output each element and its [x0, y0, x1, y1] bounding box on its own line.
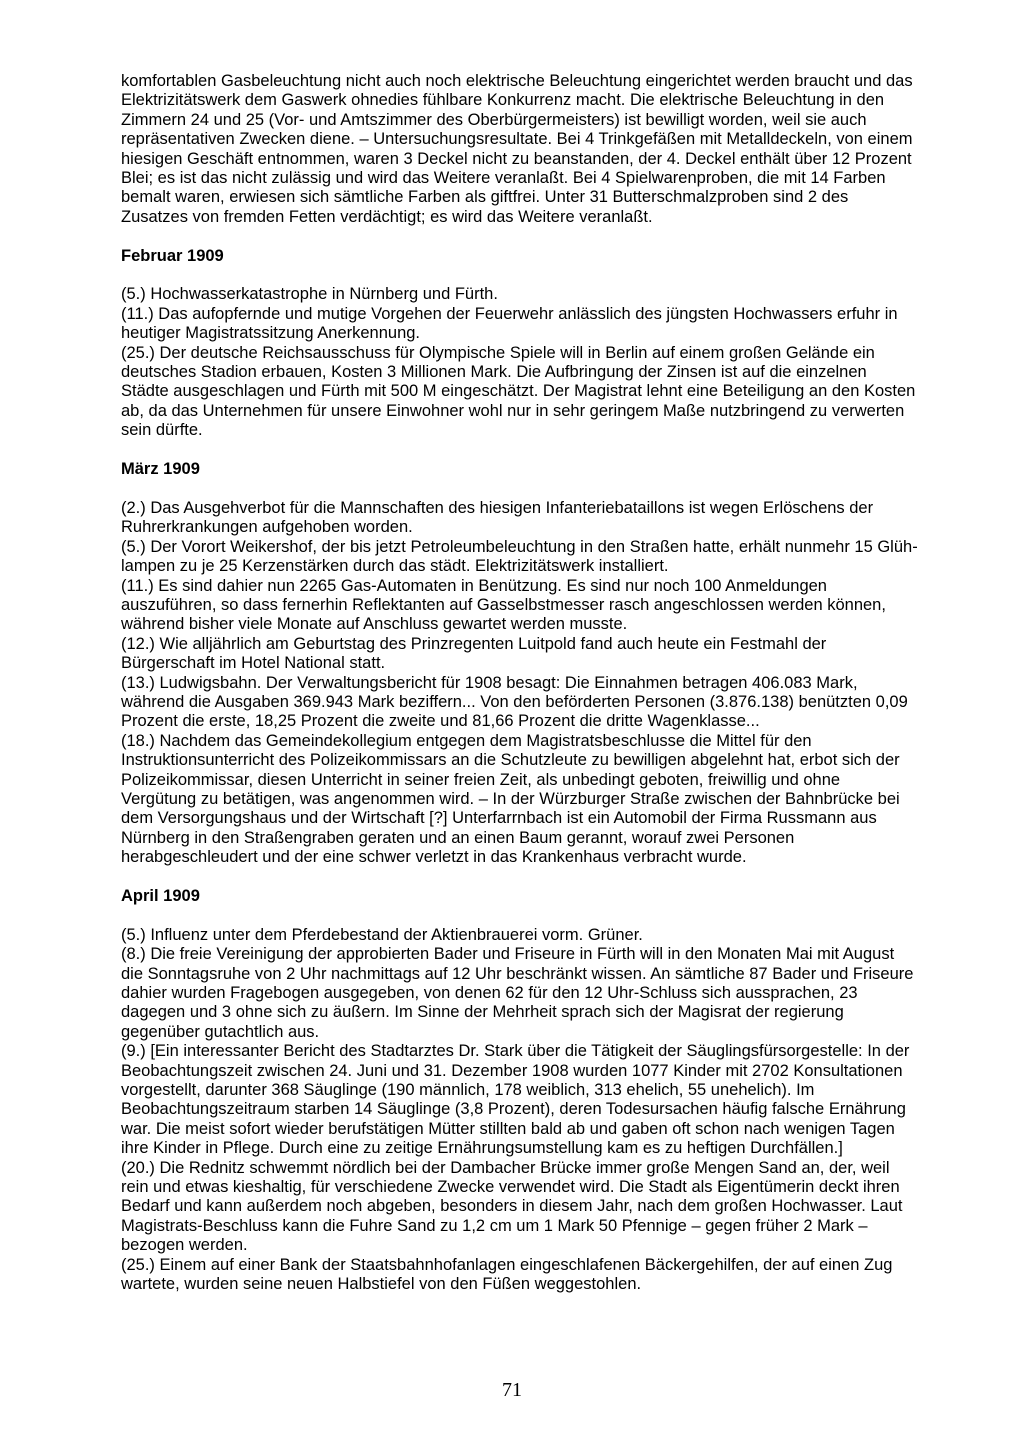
page-number: 71 [502, 1379, 522, 1401]
entry-paragraph: (2.) Das Ausgehverbot für die Mannschaften des hiesigen Infanteriebataillons ist wegen Erlöschens der Ruhrerkrankungen aufgehoben worden. [121, 498, 874, 537]
document-content [121, 72, 918, 1295]
section-heading-maerz: März 1909 [121, 460, 200, 479]
section-maerz-1909 [121, 460, 918, 868]
section-heading-februar: Februar 1909 [121, 246, 224, 265]
entry-paragraph: (12.) Wie alljährlich am Geburtstag des Prinzregenten Luitpold fand auch heute ein Festmahl der Bürgerschaft im Hotel National statt. [121, 634, 827, 673]
entry-paragraph: (9.) [Ein interessanter Bericht des Stadtarztes Dr. Stark über die Tätigkeit der Säuglingsfürsorgestelle: In der Beobachtungszeit zwischen 24. Juni und 31. Dezember 1908 wurden 1077 Kinder mit 2702 Konsultationen vorgestellt, darunter 368 Säuglinge (190 männlich, 178 weiblich, 313 ehelich, 55 unehelich). Im Beobachtungszeitraum starben 14 Säuglinge (3,8 Prozent), deren Todesursachen häufig falsche Ernährung war. Die meist sofort wieder berufstätigen Mütter stillten bald ab und gaben oft schon nach wenigen Tagen ihre Kinder in Pflege. Durch eine zu zeitige Ernährungsumstellung kam es zu heftigen Durchfällen.] [121, 1042, 910, 1158]
intro-paragraph: komfortablen Gasbeleuchtung nicht auch noch elektrische Beleuchtung eingerichtet werden braucht und das Elektrizitätswerk dem Gaswerk ohnedies fühlbare Konkurrenz macht. Die elektrische Beleuchtung in den Zimmern 24 und 25 (Vor- und Amtszimmer des Oberbürgermeisters) ist bewilligt worden, weil sie auch repräsentativen Zwecken diene. – Untersuchungsresultate. Bei 4 Trinkgefäßen mit Metalldeckeln, von einem hiesigen Geschäft entnommen, waren 3 Deckel nicht zu beanstanden, der 4. Deckel enthält über 12 Prozent Blei; es ist das nicht zulässig und wird das Weitere veranlaßt. Bei 4 Spielwarenproben, die mit 14 Farben bemalt waren, erwiesen sich sämtliche Farben als giftfrei. Unter 31 Butterschmalzproben sind 2 des Zusatzes von fremden Fetten verdächtigt; es wird das Weitere veranlaßt. [121, 72, 913, 226]
entry-paragraph: (5.) Der Vorort Weikershof, der bis jetzt Petroleumbeleuchtung in den Straßen hatte, erhält nunmehr 15 Glüh-lampen zu je 25 Kerzenstärken durch das städt. Elektrizitätswerk installiert. [121, 537, 918, 576]
entry-paragraph: (11.) Es sind dahier nun 2265 Gas-Automaten in Benützung. Es sind nur noch 100 Anmeldungen auszuführen, so dass fernerhin Reflektanten auf Gasselbstmesser rasch angeschlossen werden können, während bisher viele Monate auf Anschluss gewartet werden musste. [121, 576, 886, 634]
entry-paragraph: (13.) Ludwigsbahn. Der Verwaltungsbericht für 1908 besagt: Die Einnahmen betragen 406.083 Mark, während die Ausgaben 369.943 Mark beziffern... Von den beförderten Personen (3.876.138) benützten 0,09 Prozent die erste, 18,25 Prozent die zweite und 81,66 Prozent die dritte Wagenklasse... [121, 673, 908, 731]
entry-paragraph: (18.) Nachdem das Gemeindekollegium entgegen dem Magistratsbeschlusse die Mittel für den Instruktionsunterricht des Polizeikommissars an die Schutzleute zu bewilligen abgelehnt hat, erbot sich der Polizeikommissar, diesen Unterricht in seiner freien Zeit, als unbedingt geboten, freiwillig und ohne Vergütung zu betätigen, was angenommen wird. – In der Würzburger Straße zwischen der Bahnbrücke bei dem Versorgungshaus und der Wirtschaft [?] Unterfarrnbach ist ein Automobil der Firma Russmann aus Nürnberg in den Straßengraben geraten und an einen Baum gerannt, worauf zwei Personen herabgeschleudert und der eine schwer verletzt in das Krankenhaus verbracht wurde. [121, 731, 900, 867]
section-april-1909 [121, 887, 918, 1295]
entry-paragraph: (5.) Hochwasserkatastrophe in Nürnberg und Fürth. [121, 285, 498, 304]
entry-paragraph: (25.) Einem auf einer Bank der Staatsbahnhofanlagen eingeschlafenen Bäckergehilfen, der auf einen Zug wartete, wurden seine neuen Halbstiefel von den Füßen weggestohlen. [121, 1255, 893, 1294]
entry-paragraph: (25.) Der deutsche Reichsausschuss für Olympische Spiele will in Berlin auf einem großen Gelände ein deutsches Stadion erbauen, Kosten 3 Millionen Mark. Die Aufbringung der Zinsen ist auf die einzelnen Städte ausgeschlagen und Fürth mit 500 M eingeschätzt. Der Magistrat lehnt eine Beteiligung an den Kosten ab, da das Unternehmen für unsere Einwohner wohl nur in sehr geringem Maße nutzbringend zu verwerten sein dürfte. [121, 343, 916, 440]
section-februar-1909 [121, 247, 918, 441]
entry-paragraph: (8.) Die freie Vereinigung der approbierten Bader und Friseure in Fürth will in den Monaten Mai mit August die Sonntagsruhe von 2 Uhr nachmittags auf 12 Uhr beschränkt wissen. An sämtliche 87 Bader und Friseure dahier wurden Fragebogen ausgegeben, von denen 62 für den 12 Uhr-Schluss sich aussprachen, 23 dagegen und 3 ohne sich zu äußern. Im Sinne der Mehrheit sprach sich der Magisrat der regierung gegenüber gutachtlich aus. [121, 945, 914, 1041]
entry-paragraph: (20.) Die Rednitz schwemmt nördlich bei der Dambacher Brücke immer große Mengen Sand an, der, weil rein und etwas kieshaltig, für verschiedene Zwecke verwendet wird. Die Stadt als Eigentümerin deckt ihren Bedarf und kann außerdem noch abgeben, besonders in diesem Jahr, nach dem großen Hochwasser. Laut Magistrats-Beschluss kann die Fuhre Sand zu 1,2 cm um 1 Mark 50 Pfennige – gegen früher 2 Mark – bezogen werden. [121, 1158, 903, 1255]
entry-paragraph: (5.) Influenz unter dem Pferdebestand der Aktienbrauerei vorm. Grüner. [121, 925, 643, 944]
entry-paragraph: (11.) Das aufopfernde und mutige Vorgehen der Feuerwehr anlässlich des jüngsten Hochwassers erfuhr in heutiger Magistratssitzung Anerkennung. [121, 304, 898, 343]
section-heading-april: April 1909 [121, 886, 200, 905]
